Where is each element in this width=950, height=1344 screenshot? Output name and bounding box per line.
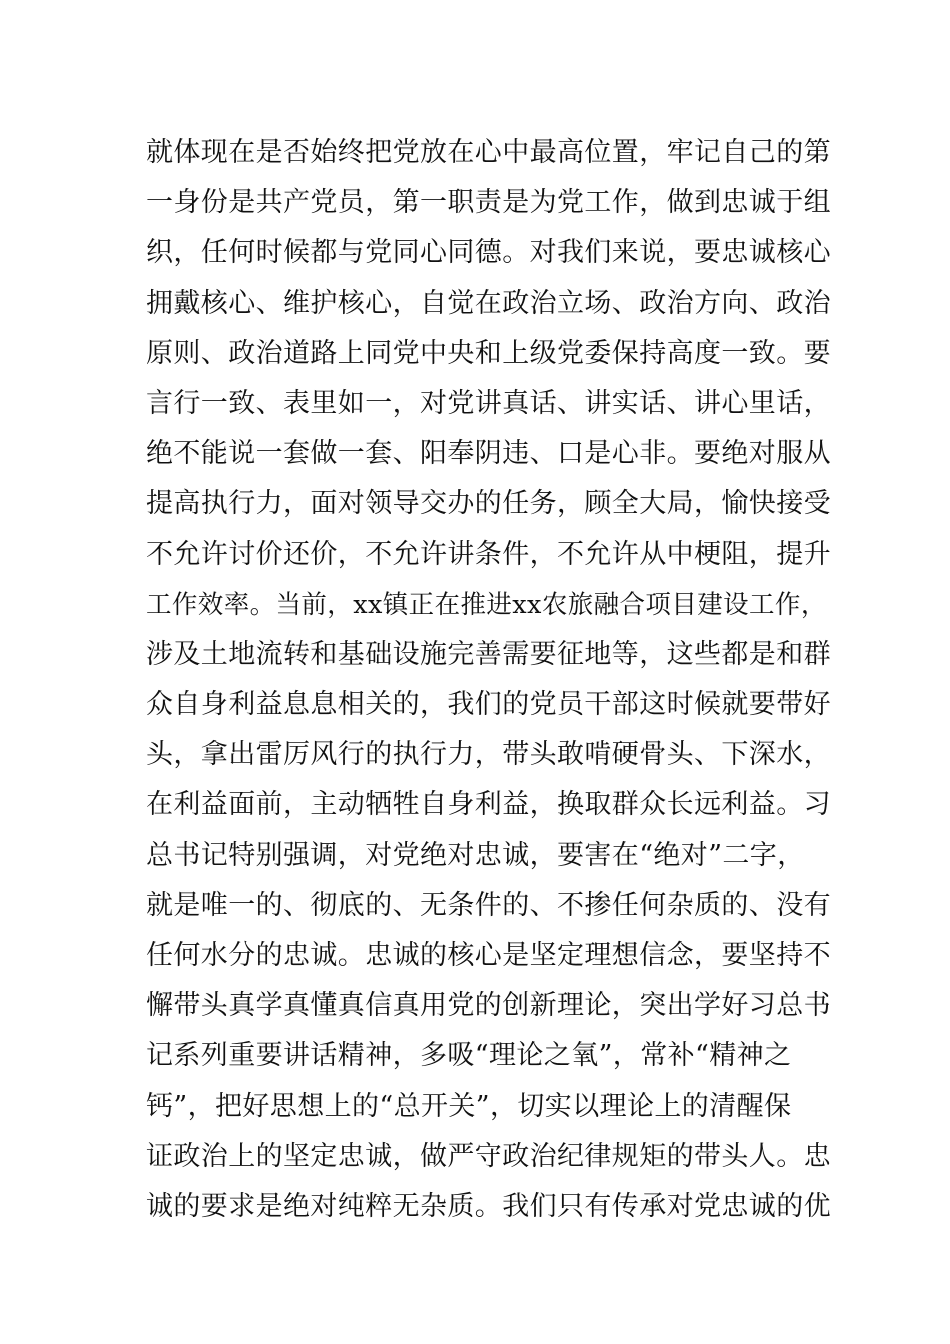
text-line: 就体现在是否始终把党放在心中最高位置，牢记自己的第 [146,137,831,168]
text-line: 总书记特别强调，对党绝对忠诚，要害在“绝对”二字， [146,839,805,871]
text-line: 在利益面前，主动牺牲自身利益，换取群众长远利益。习 [146,789,831,821]
text-line: 绝不能说一套做一套、阳奉阴违、口是心非。要绝对服从 [146,438,831,470]
text-line: 懈带头真学真懂真信真用党的创新理论，突出学好习总书 [146,990,831,1022]
text-line: 提高执行力，面对领导交办的任务，顾全大局，愉快接受 [146,488,831,520]
text-line: 不允许讨价还价，不允许讲条件，不允许从中梗阻，提升 [146,538,831,570]
text-line: 工作效率。当前，xx镇正在推进xx农旅融合项目建设工作， [146,589,827,620]
text-line: 钙”，把好思想上的“总开关”，切实以理论上的清醒保 [146,1090,792,1122]
text-line: 涉及土地流转和基础设施完善需要征地等，这些都是和群 [146,638,831,670]
text-line: 记系列重要讲话精神，多吸“理论之氧”，常补“精神之 [146,1040,792,1072]
text-line: 原则、政治道路上同党中央和上级党委保持高度一致。要 [146,337,831,369]
body-text [146,128,836,1232]
text-line: 拥戴核心、维护核心，自觉在政治立场、政治方向、政治 [146,287,831,319]
text-line: 就是唯一的、彻底的、无条件的、不掺任何杂质的、没有 [146,889,831,921]
text-line: 织，任何时候都与党同心同德。对我们来说，要忠诚核心 [146,237,831,269]
text-line: 一身份是共产党员，第一职责是为党工作，做到忠诚于组 [146,187,831,219]
text-line: 众自身利益息息相关的，我们的党员干部这时候就要带好 [146,689,831,721]
text-line: 证政治上的坚定忠诚，做严守政治纪律规矩的带头人。忠 [146,1140,831,1172]
text-line: 头，拿出雷厉风行的执行力，带头敢啃硬骨头、下深水， [146,739,831,771]
text-line: 诚的要求是绝对纯粹无杂质。我们只有传承对党忠诚的优 [146,1190,831,1222]
text-line: 言行一致、表里如一，对党讲真话、讲实话、讲心里话， [146,387,831,419]
text-line: 任何水分的忠诚。忠诚的核心是坚定理想信念，要坚持不 [146,940,831,971]
